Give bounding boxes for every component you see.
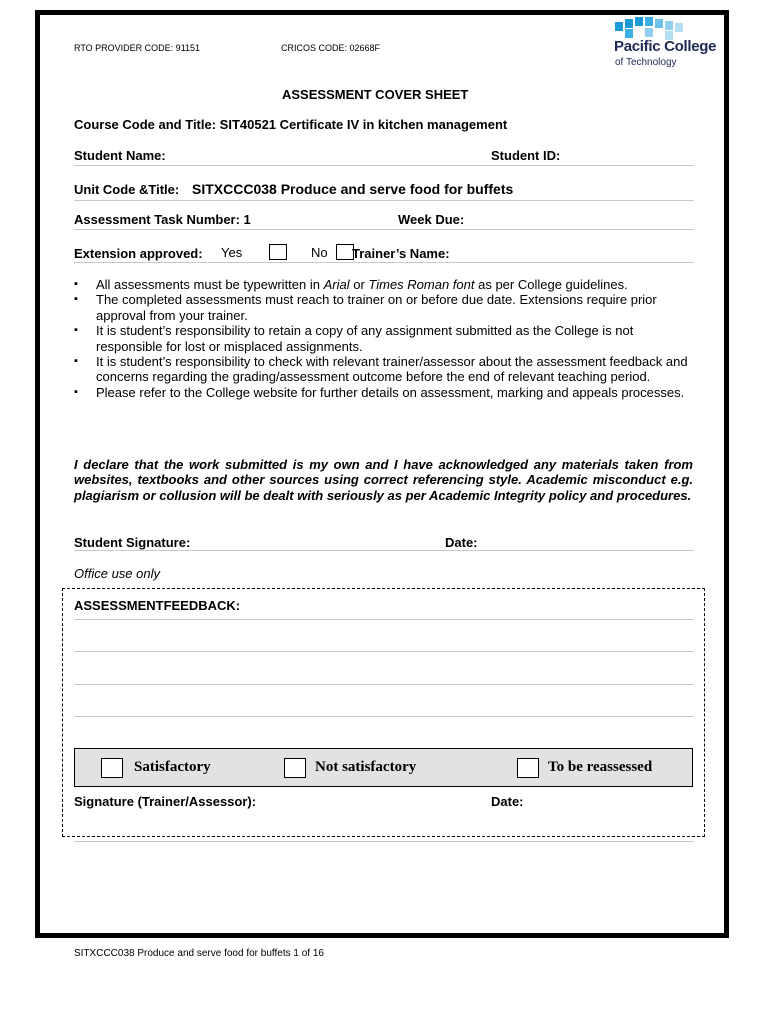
no-label: No [311, 245, 328, 260]
feedback-line [74, 651, 694, 652]
declaration: I declare that the work submitted is my own and I have acknowledged any materials taken from websites, textbooks and other sources using correct referencing style. Academic misconduct e.g. plagiarism or collusion will be dealt with seriously as per Academic Integrity policy and procedures. [74, 457, 693, 503]
date-label: Date: [445, 535, 478, 550]
trainer-date-label: Date: [491, 794, 524, 809]
trainer-line [74, 841, 694, 842]
trainer-name-label: Trainer’s Name: [352, 246, 450, 261]
not-satisfactory-label: Not satisfactory [315, 759, 417, 775]
cricos-code: CRICOS CODE: 02668F [281, 43, 381, 53]
list-item: ▪ It is student’s responsibility to check with relevant trainer/assessor about the assessment feedback and concerns regarding the grading/assessment outcome before the end of relevant teaching period. [74, 354, 696, 385]
satisfactory-checkbox[interactable] [101, 758, 123, 778]
page-title: ASSESSMENT COVER SHEET [282, 87, 469, 102]
yes-checkbox[interactable] [269, 244, 287, 260]
extension-label: Extension approved: [74, 246, 203, 261]
unit-value: SITXCCC038 Produce and serve food for buffets [192, 181, 514, 197]
yes-label: Yes [221, 245, 243, 260]
signature-line [74, 550, 694, 551]
feedback-line [74, 716, 694, 717]
course-title: Course Code and Title: SIT40521 Certificate IV in kitchen management [74, 117, 508, 132]
unit-label: Unit Code &Title: [74, 182, 180, 197]
list-item: ▪ It is student’s responsibility to retain a copy of any assignment submitted as the College is not responsible for lost or misplaced assignments. [74, 323, 696, 354]
reassess-checkbox[interactable] [517, 758, 539, 778]
logo-subtitle: of Technology [615, 57, 677, 68]
feedback-line [74, 619, 694, 620]
not-satisfactory-checkbox[interactable] [284, 758, 306, 778]
task-number-label: Assessment Task Number: 1 [74, 212, 251, 227]
list-item: ▪ All assessments must be typewritten in Arial or Times Roman font as per College guidelines. [74, 277, 696, 292]
footer: SITXCCC038 Produce and serve food for buffets 1 of 16 [74, 948, 324, 959]
task-line [74, 229, 694, 230]
feedback-line [74, 684, 694, 685]
logo-title: Pacific College [614, 38, 717, 55]
week-due-label: Week Due: [398, 212, 465, 227]
student-id-label: Student ID: [491, 148, 561, 163]
feedback-label: ASSESSMENTFEEDBACK: [74, 598, 241, 613]
office-use-label: Office use only [74, 566, 160, 581]
satisfactory-label: Satisfactory [134, 759, 211, 775]
unit-line [74, 200, 694, 201]
student-signature-label: Student Signature: [74, 535, 191, 550]
student-name-label: Student Name: [74, 148, 166, 163]
rto-code: RTO PROVIDER CODE: 91151 [74, 43, 201, 53]
list-item: ▪ The completed assessments must reach to trainer on or before due date. Extensions require prior approval from your trainer. [74, 292, 696, 323]
extension-line [74, 262, 694, 263]
trainer-signature-label: Signature (Trainer/Assessor): [74, 794, 257, 809]
list-item: ▪ Please refer to the College website for further details on assessment, marking and appeals processes. [74, 385, 696, 400]
reassess-label: To be reassessed [548, 759, 653, 775]
student-line [74, 165, 694, 166]
guidelines-list [74, 277, 696, 400]
